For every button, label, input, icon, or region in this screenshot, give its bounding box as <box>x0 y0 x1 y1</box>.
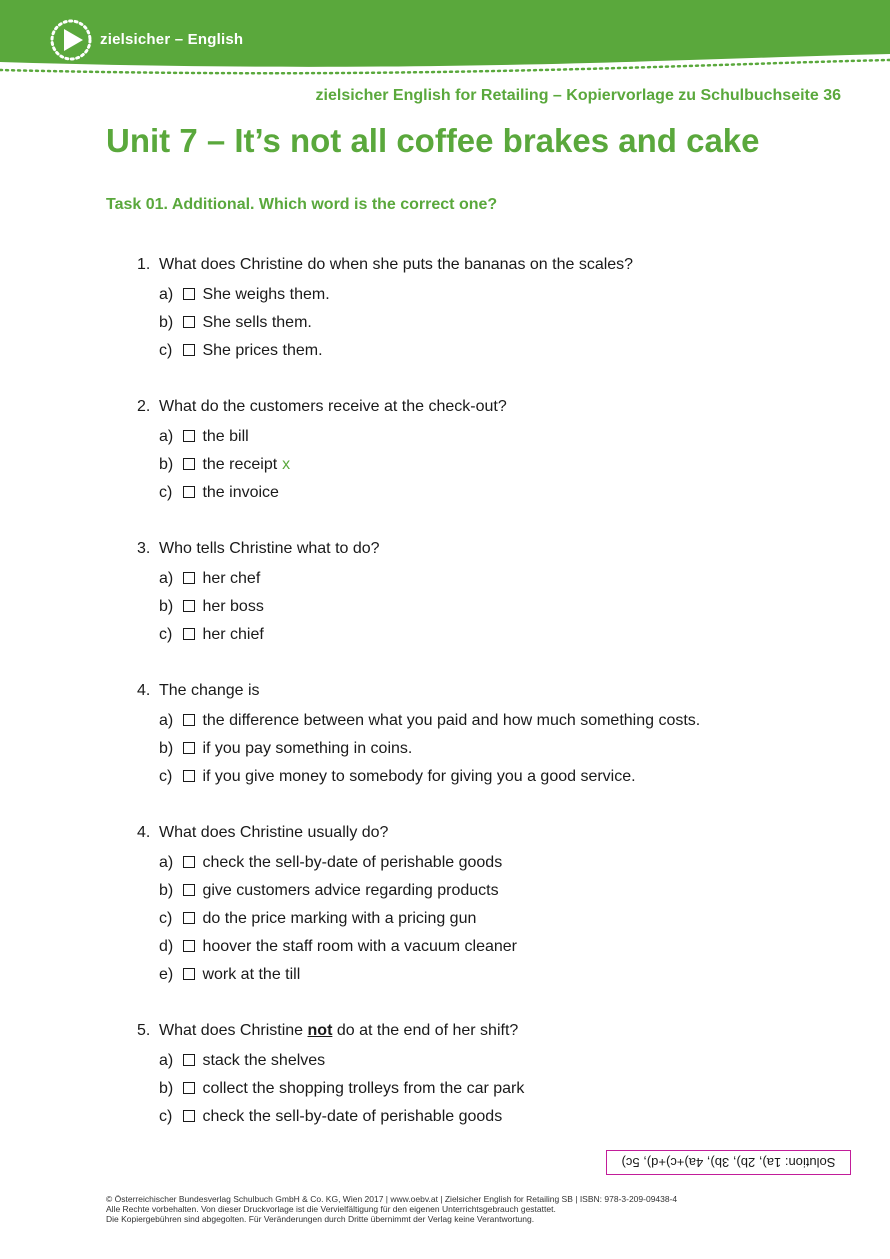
question-number: 1. <box>137 256 151 273</box>
option-letter: b) <box>159 314 174 331</box>
answer-mark: x <box>282 456 291 473</box>
option-item <box>159 937 837 965</box>
option-item <box>159 341 837 369</box>
option-item <box>159 427 837 455</box>
option-item <box>159 285 837 313</box>
question-6 <box>137 1021 837 1135</box>
solution-box: Solution: 1a), 2b), 3b), 4a)+c)+d), 5c) <box>606 1150 851 1175</box>
footer-line: Die Kopiergebühren sind abgegolten. Für Veränderungen durch Dritte übernimmt der Verlag keine Verantwortung. <box>106 1214 535 1224</box>
option-text: the difference between what you paid and how much something costs. <box>202 712 701 729</box>
option-text: the receipt <box>202 456 278 473</box>
option-text: hoover the staff room with a vacuum cleaner <box>202 938 517 955</box>
question-number: 2. <box>137 398 151 415</box>
option-text: check the sell-by-date of perishable goods <box>202 1108 503 1125</box>
checkbox-icon[interactable] <box>183 344 195 356</box>
question-text: What do the customers receive at the check-out? <box>159 398 507 415</box>
checkbox-icon[interactable] <box>183 1082 195 1094</box>
option-text: her chef <box>202 570 261 587</box>
option-item <box>159 455 837 483</box>
option-item <box>159 313 837 341</box>
checkbox-icon[interactable] <box>183 1110 195 1122</box>
option-letter: e) <box>159 966 174 983</box>
checkbox-icon[interactable] <box>183 968 195 980</box>
checkbox-icon[interactable] <box>183 458 195 470</box>
option-item <box>159 569 837 597</box>
option-item <box>159 1079 837 1107</box>
option-letter: c) <box>159 626 173 643</box>
question-number: 4. <box>137 682 151 699</box>
question-2 <box>137 397 837 511</box>
question-text: The change is <box>159 682 260 699</box>
checkbox-icon[interactable] <box>183 856 195 868</box>
option-letter: b) <box>159 456 174 473</box>
question-text-emphasis: not <box>307 1022 333 1039</box>
option-text: the invoice <box>202 484 279 501</box>
footer-line: © Österreichischer Bundesverlag Schulbuch GmbH & Co. KG, Wien 2017 | www.oebv.at | Zielsicher English for Retailing SB | ISBN: 978-3-209-09438-4 <box>106 1194 678 1204</box>
question-text: What does Christine do when she puts the bananas on the scales? <box>159 256 634 273</box>
option-text: She weighs them. <box>202 286 330 303</box>
option-item <box>159 881 837 909</box>
option-text: if you pay something in coins. <box>202 740 413 757</box>
option-letter: c) <box>159 1108 173 1125</box>
option-item <box>159 965 837 993</box>
option-letter: b) <box>159 1080 174 1097</box>
checkbox-icon[interactable] <box>183 742 195 754</box>
question-text-before: What does Christine <box>159 1022 308 1039</box>
option-letter: b) <box>159 882 174 899</box>
option-letter: a) <box>159 570 174 587</box>
footer-line: Alle Rechte vorbehalten. Von dieser Druckvorlage ist die Vervielfältigung für den eigenen Unterrichtsgebrauch gestattet. <box>106 1204 556 1214</box>
option-text: her boss <box>202 598 264 615</box>
option-text: give customers advice regarding products <box>202 882 499 899</box>
option-letter: c) <box>159 342 173 359</box>
option-letter: a) <box>159 286 174 303</box>
option-text: do the price marking with a pricing gun <box>202 910 477 927</box>
option-text: if you give money to somebody for giving you a good service. <box>202 768 636 785</box>
option-text: check the sell-by-date of perishable goods <box>202 854 503 871</box>
question-1 <box>137 255 837 369</box>
option-item <box>159 483 837 511</box>
checkbox-icon[interactable] <box>183 1054 195 1066</box>
option-item <box>159 711 837 739</box>
option-item <box>159 1051 837 1079</box>
checkbox-icon[interactable] <box>183 486 195 498</box>
option-letter: a) <box>159 428 174 445</box>
checkbox-icon[interactable] <box>183 628 195 640</box>
question-3 <box>137 539 837 653</box>
option-item <box>159 767 837 795</box>
checkbox-icon[interactable] <box>183 940 195 952</box>
page-subtitle: zielsicher English for Retailing – Kopiervorlage zu Schulbuchseite 36 <box>315 87 841 104</box>
checkbox-icon[interactable] <box>183 288 195 300</box>
option-text: She sells them. <box>202 314 312 331</box>
option-text: stack the shelves <box>202 1052 326 1069</box>
option-item <box>159 1107 837 1135</box>
option-letter: c) <box>159 910 173 927</box>
question-number: 4. <box>137 824 151 841</box>
checkbox-icon[interactable] <box>183 912 195 924</box>
checkbox-icon[interactable] <box>183 316 195 328</box>
question-list <box>137 255 837 1163</box>
checkbox-icon[interactable] <box>183 430 195 442</box>
checkbox-icon[interactable] <box>183 714 195 726</box>
checkbox-icon[interactable] <box>183 770 195 782</box>
option-letter: b) <box>159 598 174 615</box>
option-text: the bill <box>202 428 249 445</box>
question-text: What does Christine usually do? <box>159 824 389 841</box>
option-letter: c) <box>159 768 173 785</box>
brand-name: zielsicher – English <box>100 31 244 48</box>
option-item <box>159 853 837 881</box>
question-number: 5. <box>137 1022 151 1039</box>
option-item <box>159 909 837 937</box>
option-text: collect the shopping trolleys from the car park <box>202 1080 525 1097</box>
option-letter: c) <box>159 484 173 501</box>
option-text: her chief <box>202 626 264 643</box>
question-4 <box>137 681 837 795</box>
question-text-after: do at the end of her shift? <box>332 1022 519 1039</box>
option-text: work at the till <box>202 966 301 983</box>
option-letter: a) <box>159 854 174 871</box>
option-letter: d) <box>159 938 174 955</box>
question-5 <box>137 823 837 993</box>
option-text: She prices them. <box>202 342 323 359</box>
page-title: Unit 7 – It’s not all coffee brakes and cake <box>106 122 760 159</box>
checkbox-icon[interactable] <box>183 600 195 612</box>
option-item <box>159 597 837 625</box>
checkbox-icon[interactable] <box>183 572 195 584</box>
option-letter: b) <box>159 740 174 757</box>
footer <box>106 1194 677 1224</box>
checkbox-icon[interactable] <box>183 884 195 896</box>
option-letter: a) <box>159 1052 174 1069</box>
option-item <box>159 625 837 653</box>
question-text: Who tells Christine what to do? <box>159 540 380 557</box>
task-heading: Task 01. Additional. Which word is the correct one? <box>106 196 498 213</box>
option-letter: a) <box>159 712 174 729</box>
question-number: 3. <box>137 540 151 557</box>
option-item <box>159 739 837 767</box>
